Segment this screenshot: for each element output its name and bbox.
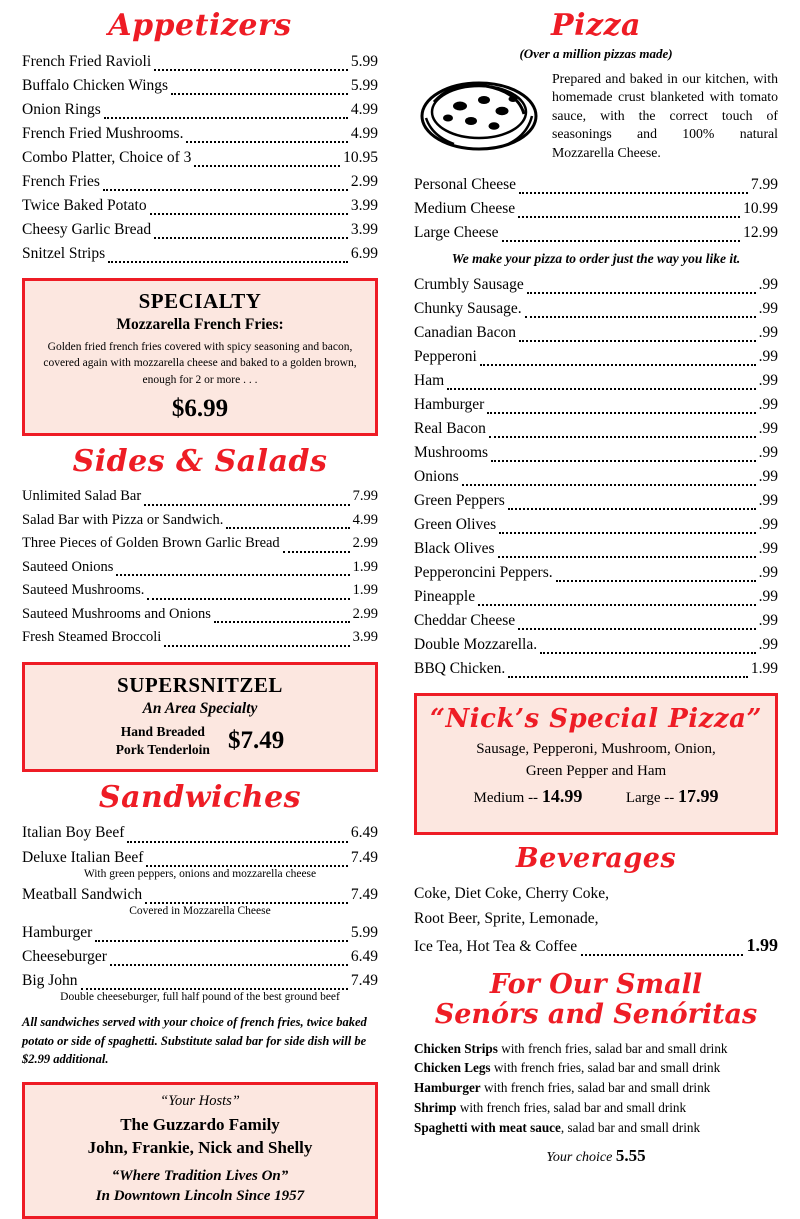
sandwiches-footnote: All sandwiches served with your choice of french fries, twice baked potato or side of spaghetti. Substitute salad bar for side dish will be $2.99 additional. (22, 1015, 367, 1066)
beverages-line-2: Root Beer, Sprite, Lemonade, (414, 909, 599, 927)
list-item (414, 1058, 778, 1078)
leader-dots (525, 316, 756, 318)
menu-item (414, 321, 778, 345)
hosts-names: John, Frankie, Nick and Shelly (87, 1137, 313, 1157)
item-price: 4.99 (350, 124, 378, 142)
leader-dots (95, 940, 348, 942)
item-price: .99 (758, 299, 778, 317)
leader-dots (462, 484, 756, 486)
item-name: Canadian Bacon (414, 323, 517, 341)
menu-item (22, 603, 378, 626)
supersnitzel-panel (22, 662, 378, 772)
item-name: Green Olives (414, 515, 497, 533)
item-name: Salad Bar with Pizza or Sandwich. (22, 511, 224, 528)
leader-dots (226, 527, 349, 529)
menu-item (414, 273, 778, 297)
leader-dots (540, 652, 756, 654)
leader-dots (508, 508, 756, 510)
beverages-line-3-text: Ice Tea, Hot Tea & Coffee (414, 938, 578, 956)
item-price: .99 (758, 323, 778, 341)
menu-item (22, 485, 378, 508)
pizza-subtitle: (Over a million pizzas made) (519, 45, 673, 61)
item-note: Double cheeseburger, full half pound of the best ground beef (60, 991, 340, 1004)
leader-dots (186, 141, 347, 143)
item-price: 3.99 (352, 629, 378, 646)
item-price: 10.95 (343, 148, 378, 166)
item-name: Large Cheese (414, 223, 499, 241)
specialty-heading: SPECIALTY (138, 288, 262, 313)
item-name: BBQ Chicken. (414, 659, 506, 677)
item-name: French Fried Ravioli (22, 52, 152, 70)
leader-dots (447, 388, 755, 390)
menu-item (414, 393, 778, 417)
left-column (0, 0, 400, 1204)
menu-item (22, 532, 378, 555)
nicks-title: “Nick’s Special Pizza” (430, 703, 762, 734)
pizza-toppings-list (414, 273, 778, 681)
item-name: Onions (414, 467, 459, 485)
item-price: 2.99 (350, 172, 378, 190)
hosts-tagline-1: “Where Tradition Lives On” (111, 1167, 289, 1184)
supersnitzel-price: $7.49 (227, 726, 285, 754)
leader-dots (498, 556, 756, 558)
item-price: 7.99 (352, 488, 378, 505)
item-name: Snitzel Strips (22, 244, 106, 262)
item-name: Deluxe Italian Beef (22, 848, 144, 866)
item-name: Onion Rings (22, 100, 101, 118)
leader-dots (108, 261, 348, 263)
leader-dots (581, 954, 742, 956)
item-name: Three Pieces of Golden Brown Garlic Bread (22, 535, 280, 552)
item-note: Covered in Mozzarella Cheese (129, 905, 271, 918)
leader-dots (480, 364, 756, 366)
pizza-order-note: We make your pizza to order just the way you like it. (451, 250, 741, 266)
item-price: .99 (758, 635, 778, 653)
menu-item (22, 74, 378, 98)
item-price: .99 (758, 419, 778, 437)
item-name: Crumbly Sausage (414, 275, 524, 293)
specialty-price: $6.99 (171, 394, 229, 422)
item-name: Mushrooms (414, 443, 489, 461)
kids-title (414, 970, 778, 1030)
item-price: 3.99 (350, 220, 378, 238)
item-price: .99 (758, 491, 778, 509)
leader-dots (194, 165, 340, 167)
item-name: Fresh Steamed Broccoli (22, 629, 162, 646)
item-price: 5.99 (350, 52, 378, 70)
right-column (400, 0, 800, 1165)
item-name: Sauteed Mushrooms. (22, 582, 145, 599)
item-price: 2.99 (352, 605, 378, 622)
leader-dots (147, 598, 349, 600)
item-name: Sauteed Onions (22, 558, 114, 575)
kids-choice-label: Your choice (546, 1149, 613, 1165)
item-price: .99 (758, 443, 778, 461)
menu-item (414, 345, 778, 369)
leader-dots (527, 292, 756, 294)
item-price: 6.49 (350, 824, 378, 842)
beverages-list (414, 882, 778, 960)
specialty-subheading: Mozzarella French Fries: (116, 315, 284, 333)
menu-item (414, 221, 778, 245)
leader-dots (214, 621, 350, 623)
item-price: 4.99 (350, 100, 378, 118)
supersnitzel-line2: Pork Tenderloin (115, 741, 210, 757)
item-name: French Fries (22, 172, 100, 190)
kids-item-name: Hamburger (414, 1080, 481, 1096)
item-note: With green peppers, onions and mozzarella cheese (83, 867, 317, 880)
item-price: 1.99 (352, 582, 378, 599)
item-name: Hamburger (22, 924, 93, 942)
pizza-title: Pizza (551, 8, 641, 43)
nicks-large-price: 17.99 (678, 786, 719, 807)
menu-item (414, 197, 778, 221)
sides-list (22, 485, 378, 649)
kids-item-name: Spaghetti with meat sauce (414, 1119, 561, 1135)
hosts-panel (22, 1082, 378, 1219)
item-price: 7.49 (350, 848, 378, 866)
item-name: Pineapple (414, 587, 476, 605)
item-name: Meatball Sandwich (22, 886, 143, 904)
item-price: .99 (758, 539, 778, 557)
leader-dots (116, 574, 349, 576)
menu-item (414, 537, 778, 561)
menu-item (22, 846, 378, 870)
menu-item (22, 170, 378, 194)
menu-item (414, 609, 778, 633)
menu-item (414, 585, 778, 609)
specialty-description: Golden fried french fries covered with spicy seasoning and bacon, covered again with mozzarella cheese and baked to a golden brown, enough for 2 or more . . . (43, 340, 357, 386)
item-price: .99 (758, 587, 778, 605)
leader-dots (491, 460, 756, 462)
leader-dots (164, 645, 349, 647)
menu-item (414, 465, 778, 489)
item-price: 5.99 (350, 924, 378, 942)
menu-item (22, 242, 378, 266)
leader-dots (519, 192, 748, 194)
menu-item (22, 821, 378, 845)
nicks-special-panel (414, 693, 778, 836)
menu-item (414, 489, 778, 513)
item-price: .99 (758, 371, 778, 389)
pizza-illustration-icon (414, 66, 544, 158)
item-price: .99 (758, 467, 778, 485)
menu-item (414, 417, 778, 441)
leader-dots (518, 628, 755, 630)
item-name: Buffalo Chicken Wings (22, 76, 169, 94)
item-price: 3.99 (350, 196, 378, 214)
menu-item (22, 626, 378, 649)
leader-dots (144, 504, 349, 506)
item-price: 7.49 (350, 886, 378, 904)
leader-dots (556, 580, 756, 582)
leader-dots (502, 240, 741, 242)
item-name: Real Bacon (414, 419, 486, 437)
leader-dots (499, 532, 755, 534)
item-name: Twice Baked Potato (22, 196, 147, 214)
supersnitzel-heading: SUPERSNITZEL (117, 672, 283, 697)
item-name: Sauteed Mushrooms and Onions (22, 605, 211, 622)
menu-item (22, 579, 378, 602)
appetizers-title: Appetizers (108, 8, 292, 43)
leader-dots (487, 412, 755, 414)
hosts-tagline-2: In Downtown Lincoln Since 1957 (95, 1187, 305, 1204)
item-price: .99 (758, 611, 778, 629)
item-name: Black Olives (414, 539, 495, 557)
menu-item (414, 513, 778, 537)
leader-dots (154, 69, 348, 71)
item-price: 10.99 (743, 199, 778, 217)
item-price: 5.99 (350, 76, 378, 94)
hosts-family: The Guzzardo Family (120, 1114, 280, 1134)
kids-list (414, 1039, 778, 1138)
leader-dots (518, 216, 740, 218)
nicks-prices (427, 786, 765, 807)
beverages-title: Beverages (515, 843, 677, 875)
leader-dots (489, 436, 756, 438)
item-name: Medium Cheese (414, 199, 516, 217)
item-name: Double Mozzarella. (414, 635, 538, 653)
list-item (414, 1098, 778, 1118)
item-price: 1.99 (750, 659, 778, 677)
item-name: Combo Platter, Choice of 3 (22, 148, 192, 166)
menu-item (22, 146, 378, 170)
item-name: Pepperoncini Peppers. (414, 563, 553, 581)
menu-item (22, 194, 378, 218)
kids-choice-price: 5.55 (615, 1145, 646, 1165)
kids-title-line-2: Senórs and Senóritas (434, 999, 758, 1031)
menu-item (22, 921, 378, 945)
item-price: 6.99 (350, 244, 378, 262)
item-price: .99 (758, 275, 778, 293)
pizza-intro (414, 66, 778, 163)
item-price: 2.99 (352, 535, 378, 552)
item-name: Personal Cheese (414, 175, 517, 193)
appetizers-list (22, 50, 378, 266)
sandwiches-title: Sandwiches (98, 779, 302, 815)
sides-title: Sides & Salads (72, 443, 328, 479)
item-name: Green Peppers (414, 491, 505, 509)
kids-title-line-1: For Our Small (489, 969, 703, 1001)
beverages-price: 1.99 (746, 935, 778, 956)
kids-item-name: Chicken Strips (414, 1040, 498, 1056)
menu-item (414, 633, 778, 657)
menu-item (22, 98, 378, 122)
kids-item-desc: with french fries, salad bar and small drink (456, 1100, 687, 1116)
item-price: 6.49 (350, 948, 378, 966)
item-price: 4.99 (352, 511, 378, 528)
supersnitzel-lines (116, 723, 210, 759)
menu-item (22, 556, 378, 579)
supersnitzel-line1: Hand Breaded (120, 723, 205, 739)
sandwiches-list (22, 821, 378, 1005)
item-price: 1.99 (352, 558, 378, 575)
menu-item (22, 50, 378, 74)
leader-dots (171, 93, 348, 95)
list-item (414, 1039, 778, 1059)
leader-dots (127, 841, 347, 843)
nicks-ingredients-line-1: Sausage, Pepperoni, Mushroom, Onion, (476, 740, 716, 757)
item-price: .99 (758, 563, 778, 581)
kids-item-name: Shrimp (414, 1100, 457, 1116)
menu-item (414, 173, 778, 197)
beverages-line-3 (414, 931, 778, 960)
item-price: .99 (758, 347, 778, 365)
nicks-medium-label: Medium -- (473, 790, 539, 807)
item-price: 12.99 (743, 223, 778, 241)
kids-item-desc: with french fries, salad bar and small drink (480, 1080, 711, 1096)
pizza-sizes-list (414, 173, 778, 245)
menu-item (414, 297, 778, 321)
kids-item-desc: , salad bar and small drink (560, 1119, 701, 1135)
kids-item-name: Chicken Legs (414, 1060, 491, 1076)
item-price: 7.49 (350, 972, 378, 990)
menu-item (414, 369, 778, 393)
item-name: Pepperoni (414, 347, 477, 365)
list-item (414, 1118, 778, 1138)
pizza-description: Prepared and baked in our kitchen, with homemade crust blanketed with tomato sauce, with the correct touch of seasonings and 100% natural Mozzarella Cheese. (552, 70, 778, 160)
item-name: Ham (414, 371, 445, 389)
item-price: 7.99 (750, 175, 778, 193)
supersnitzel-subheading: An Area Specialty (142, 699, 258, 717)
menu-item (414, 441, 778, 465)
kids-item-desc: with french fries, salad bar and small drink (497, 1040, 728, 1056)
menu-item (414, 657, 778, 681)
item-price: .99 (758, 515, 778, 533)
leader-dots (478, 604, 756, 606)
leader-dots (154, 237, 348, 239)
leader-dots (519, 340, 756, 342)
item-name: Big John (22, 972, 78, 990)
leader-dots (110, 964, 348, 966)
menu-item (22, 945, 378, 969)
item-price: .99 (758, 395, 778, 413)
kids-choice (414, 1146, 778, 1166)
item-name: Cheddar Cheese (414, 611, 516, 629)
list-item (414, 1078, 778, 1098)
leader-dots (103, 189, 348, 191)
menu-item (22, 509, 378, 532)
item-name: Chunky Sausage. (414, 299, 522, 317)
leader-dots (150, 213, 348, 215)
item-name: Cheeseburger (22, 948, 107, 966)
kids-item-desc: with french fries, salad bar and small drink (490, 1060, 721, 1076)
nicks-large-label: Large -- (625, 790, 675, 807)
menu-item (22, 122, 378, 146)
item-name: Unlimited Salad Bar (22, 488, 142, 505)
item-name: French Fried Mushrooms. (22, 124, 184, 142)
leader-dots (508, 676, 748, 678)
leader-dots (283, 551, 350, 553)
hosts-quote: “Your Hosts” (160, 1092, 240, 1109)
menu-item (22, 218, 378, 242)
menu-item (414, 561, 778, 585)
nicks-ingredients-line-2: Green Pepper and Ham (525, 762, 667, 779)
leader-dots (104, 117, 348, 119)
supersnitzel-details (35, 723, 365, 759)
item-name: Hamburger (414, 395, 485, 413)
beverages-line-1: Coke, Diet Coke, Cherry Coke, (414, 884, 610, 902)
item-name: Italian Boy Beef (22, 824, 125, 842)
specialty-panel (22, 278, 378, 436)
nicks-medium-price: 14.99 (541, 786, 583, 807)
item-name: Cheesy Garlic Bread (22, 220, 152, 238)
